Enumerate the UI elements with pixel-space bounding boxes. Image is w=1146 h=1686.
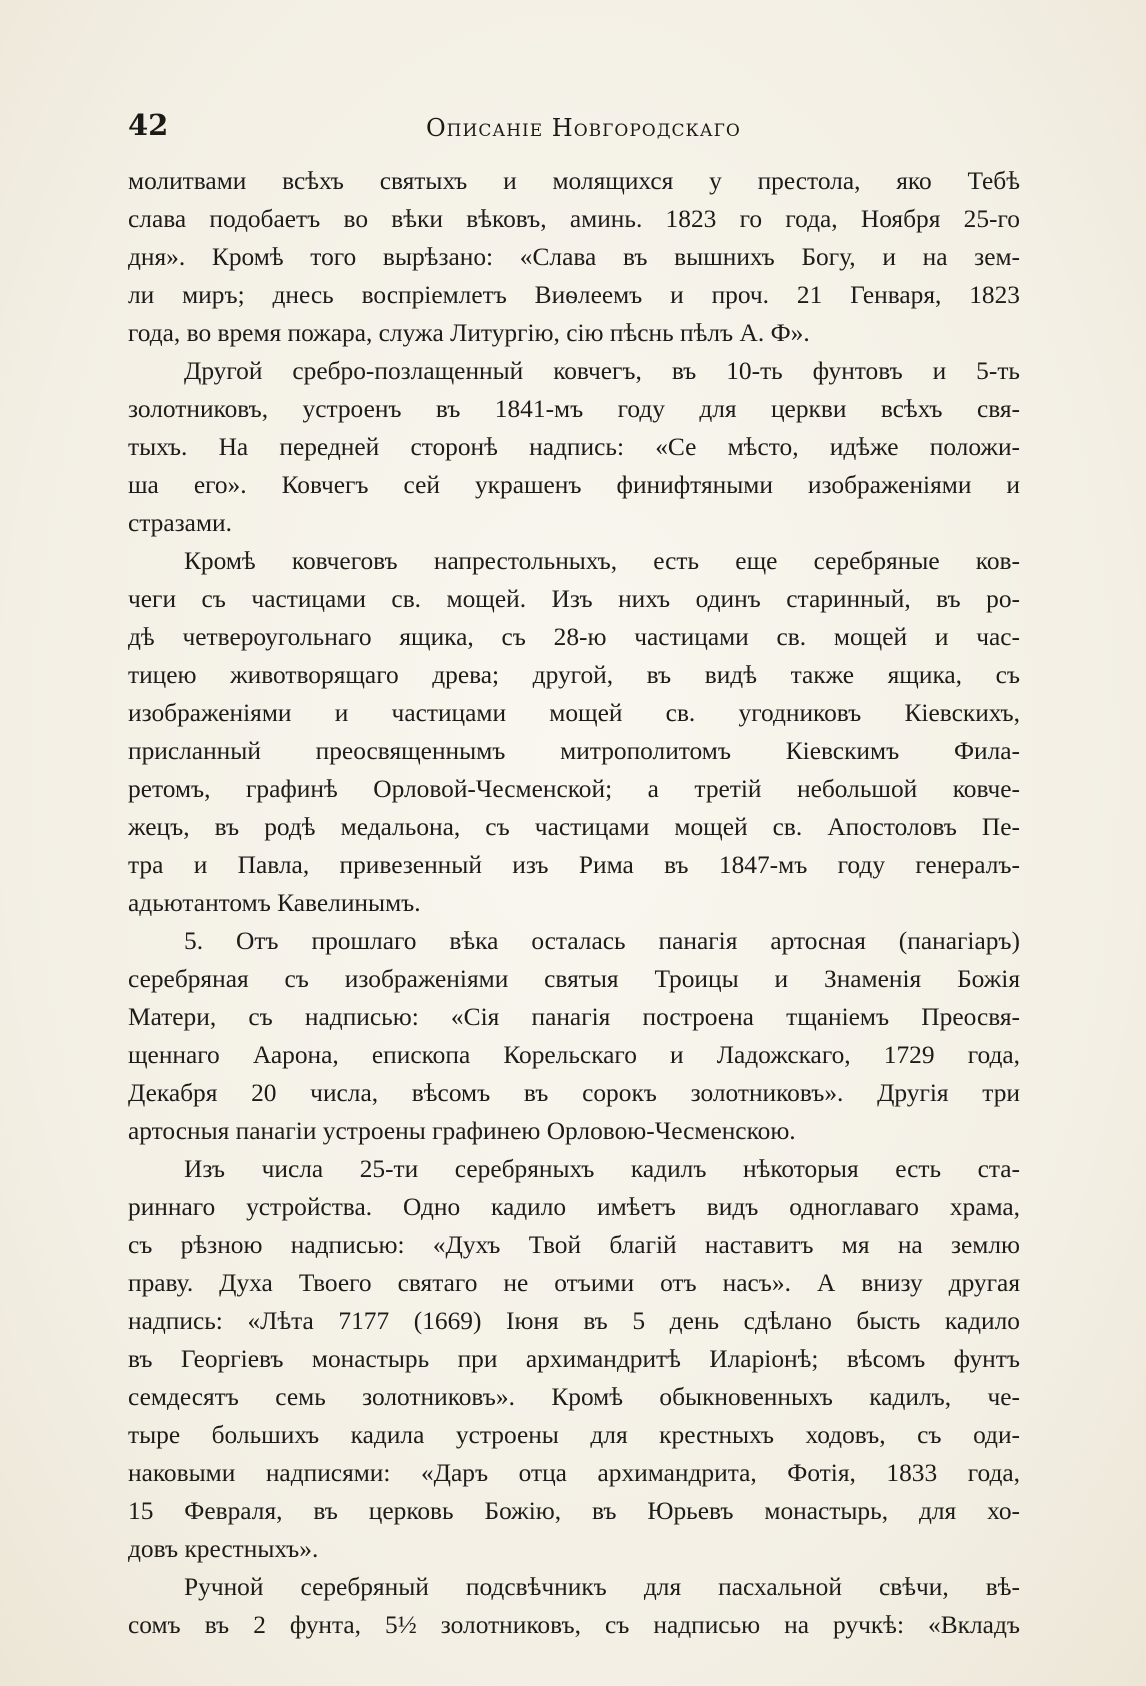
text-line: жецъ, въ родѣ медальона, съ частицами мощей св. Апостоловъ Пе- <box>128 813 1020 841</box>
running-title: Описаніе Новгородскаго <box>426 114 741 142</box>
text-line: Кромѣ ковчеговъ напрестольныхъ, есть еще серебряные ков- <box>184 547 1020 575</box>
text-line: молитвами всѣхъ святыхъ и молящихся у престола, яко Тебѣ <box>128 167 1020 195</box>
text-line: сомъ въ 2 фунта, 5½ золотниковъ, съ надписью на ручкѣ: «Вкладъ <box>128 1611 1020 1639</box>
page-number: 42 <box>128 108 169 142</box>
text-line: надпись: «Лѣта 7177 (1669) Іюня въ 5 день сдѣлано бысть кадило <box>128 1307 1020 1335</box>
text-line: довъ крестныхъ». <box>128 1535 319 1563</box>
text-line: стразами. <box>128 509 232 537</box>
text-line: 15 Февраля, въ церковь Божію, въ Юрьевъ монастырь, для хо- <box>128 1497 1020 1525</box>
text-line: 5. Отъ прошлаго вѣка осталась панагія артосная (панагіаръ) <box>184 927 1020 955</box>
text-line: тицею животворящаго древа; другой, въ видѣ также ящика, съ <box>128 661 1020 689</box>
text-line: съ рѣзною надписью: «Духъ Твой благій наставитъ мя на землю <box>128 1231 1020 1259</box>
text-line: адьютантомъ Кавелинымъ. <box>128 889 421 917</box>
text-line: ша его». Ковчегъ сей украшенъ финифтяными изображеніями и <box>128 471 1020 499</box>
text-line: семдесятъ семь золотниковъ». Кромѣ обыкновенныхъ кадилъ, че- <box>128 1383 1020 1411</box>
text-line: тыре большихъ кадила устроены для крестныхъ ходовъ, съ оди- <box>128 1421 1020 1449</box>
page-header <box>128 108 1020 148</box>
text-line: тыхъ. На передней сторонѣ надпись: «Се мѣсто, идѣже положи- <box>128 433 1020 461</box>
text-line: дѣ четвероугольнаго ящика, съ 28-ю частицами св. мощей и час- <box>128 623 1020 651</box>
text-line: Декабря 20 числа, вѣсомъ въ сорокъ золотниковъ». Другія три <box>128 1079 1020 1107</box>
text-line: Изъ числа 25-ти серебряныхъ кадилъ нѣкоторыя есть ста- <box>184 1155 1020 1183</box>
text-line: въ Георгіевъ монастырь при архимандритѣ Иларіонѣ; вѣсомъ фунтъ <box>128 1345 1020 1373</box>
text-line: присланный преосвященнымъ митрополитомъ Кіевскимъ Фила- <box>128 737 1020 765</box>
text-line: Другой сребро-позлащенный ковчегъ, въ 10-ть фунтовъ и 5-ть <box>184 357 1020 385</box>
body-text <box>128 162 1020 1644</box>
text-line: ретомъ, графинѣ Орловой-Чесменской; а третій небольшой ковче- <box>128 775 1020 803</box>
text-line: артосныя панагіи устроены графинею Орловою-Чесменскою. <box>128 1117 796 1145</box>
text-line: Ручной серебряный подсвѣчникъ для пасхальной свѣчи, вѣ- <box>184 1573 1020 1601</box>
text-line: тра и Павла, привезенный изъ Рима въ 1847-мъ году генералъ- <box>128 851 1020 879</box>
text-line: изображеніями и частицами мощей св. угодниковъ Кіевскихъ, <box>128 699 1020 727</box>
text-line: дня». Кромѣ того вырѣзано: «Слава въ вышнихъ Богу, и на зем- <box>128 243 1020 271</box>
text-line: чеги съ частицами св. мощей. Изъ нихъ одинъ старинный, въ ро- <box>128 585 1020 613</box>
text-line: наковыми надписями: «Даръ отца архимандрита, Фотія, 1833 года, <box>128 1459 1020 1487</box>
text-line: слава подобаетъ во вѣки вѣковъ, аминь. 1823 го года, Ноября 25-го <box>128 205 1020 233</box>
text-line: ли миръ; днесь воспріемлетъ Виѳлеемъ и проч. 21 Генваря, 1823 <box>128 281 1020 309</box>
text-line: серебряная съ изображеніями святыя Троицы и Знаменія Божія <box>128 965 1020 993</box>
text-line: щеннаго Аарона, епископа Корельскаго и Ладожскаго, 1729 года, <box>128 1041 1020 1069</box>
text-line: Матери, съ надписью: «Сія панагія построена тщаніемъ Преосвя- <box>128 1003 1020 1031</box>
text-line: золотниковъ, устроенъ въ 1841-мъ году для церкви всѣхъ свя- <box>128 395 1020 423</box>
text-line: года, во время пожара, служа Литургію, сію пѣснь пѣлъ А. Ф». <box>128 319 810 347</box>
text-line: праву. Духа Твоего святаго не отъими отъ насъ». А внизу другая <box>128 1269 1020 1297</box>
text-line: риннаго устройства. Одно кадило имѣетъ видъ одноглаваго храма, <box>128 1193 1020 1221</box>
